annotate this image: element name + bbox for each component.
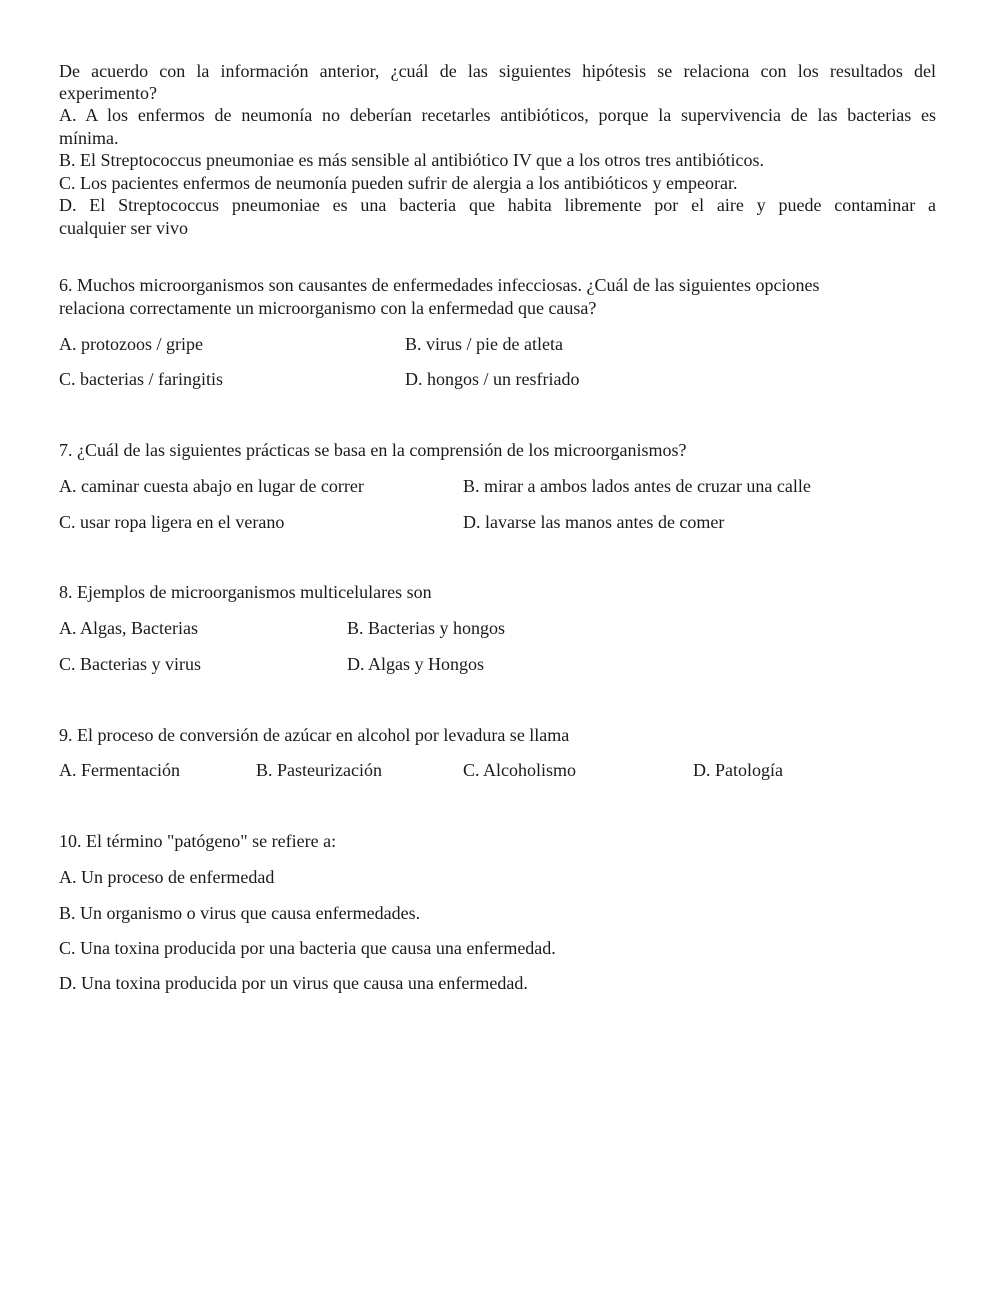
- q5-prompt-line2: experimento?: [59, 83, 157, 103]
- q6-prompt-line2: relaciona correctamente un microorganismo con la enfermedad que causa?: [59, 298, 597, 318]
- q9-option-b: B. Pasteurización: [256, 760, 382, 780]
- q6-prompt-line1: 6. Muchos microorganismos son causantes de enfermedades infecciosas. ¿Cuál de las siguientes opciones: [59, 275, 820, 295]
- q5-prompt-line1: De acuerdo con la información anterior, ¿cuál de las siguientes hipótesis se relaciona con los resultados del: [59, 61, 936, 81]
- q10-option-a: A. Un proceso de enfermedad: [59, 867, 275, 887]
- q10-option-d: D. Una toxina producida por un virus que causa una enfermedad.: [59, 973, 528, 993]
- q7-option-c: C. usar ropa ligera en el verano: [59, 512, 285, 532]
- q5-option-a-line1: A. A los enfermos de neumonía no deberían recetarles antibióticos, porque la supervivencia de las bacterias es: [59, 105, 936, 125]
- q6-option-c: C. bacterias / faringitis: [59, 369, 223, 389]
- q7-option-b: B. mirar a ambos lados antes de cruzar una calle: [463, 476, 811, 496]
- q9-option-a: A. Fermentación: [59, 760, 180, 780]
- q5-option-d-line2: cualquier ser vivo: [59, 218, 188, 238]
- q8-prompt: 8. Ejemplos de microorganismos multicelulares son: [59, 582, 432, 602]
- q6-option-d: D. hongos / un resfriado: [405, 369, 580, 389]
- q5-option-d-line1: D. El Streptococcus pneumoniae es una bacteria que habita libremente por el aire y puede contaminar a: [59, 195, 936, 215]
- q7-option-a: A. caminar cuesta abajo en lugar de correr: [59, 476, 364, 496]
- q9-prompt: 9. El proceso de conversión de azúcar en alcohol por levadura se llama: [59, 725, 570, 745]
- q5-option-a-line2: mínima.: [59, 128, 119, 148]
- q8-option-d: D. Algas y Hongos: [347, 654, 485, 674]
- q6-option-a: A. protozoos / gripe: [59, 334, 203, 354]
- q10-prompt: 10. El término "patógeno" se refiere a:: [59, 831, 337, 851]
- q10-option-c: C. Una toxina producida por una bacteria que causa una enfermedad.: [59, 938, 556, 958]
- q5-option-b: B. El Streptococcus pneumoniae es más sensible al antibiótico IV que a los otros tres antibióticos.: [59, 150, 765, 170]
- q7-option-d: D. lavarse las manos antes de comer: [463, 512, 725, 532]
- q8-option-a: A. Algas, Bacterias: [59, 618, 198, 638]
- q7-prompt: 7. ¿Cuál de las siguientes prácticas se basa en la comprensión de los microorganismos?: [59, 440, 687, 460]
- q5-option-c: C. Los pacientes enfermos de neumonía pueden sufrir de alergia a los antibióticos y empeorar.: [59, 173, 738, 193]
- q9-option-c: C. Alcoholismo: [463, 760, 577, 780]
- q10-option-b: B. Un organismo o virus que causa enfermedades.: [59, 903, 421, 923]
- q9-option-d: D. Patología: [693, 760, 783, 780]
- q8-option-b: B. Bacterias y hongos: [347, 618, 505, 638]
- q6-option-b: B. virus / pie de atleta: [405, 334, 563, 354]
- q8-option-c: C. Bacterias y virus: [59, 654, 201, 674]
